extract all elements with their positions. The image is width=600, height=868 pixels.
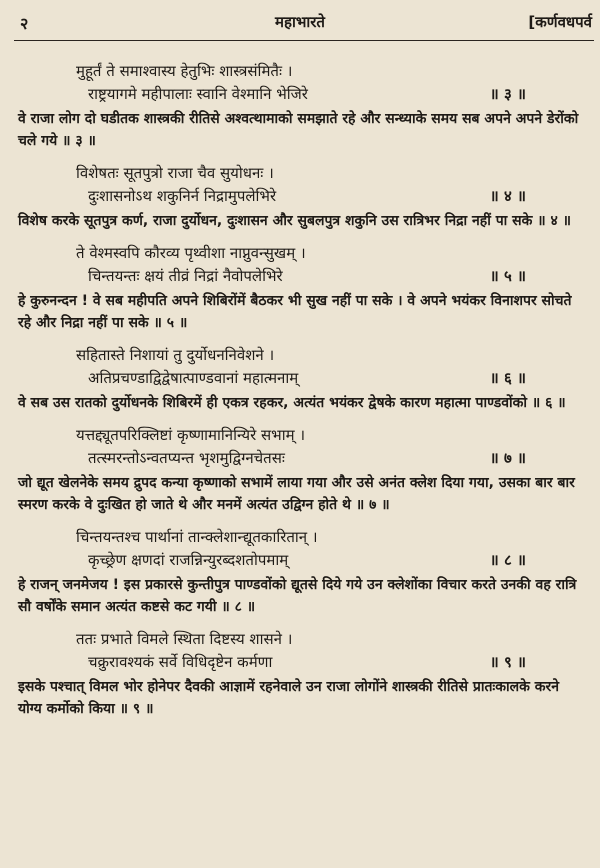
section-title: [कर्णवधपर्व [528,13,592,31]
verse-number: ॥ ९ ॥ [489,653,526,671]
translation-paragraph: हे राजन् जनमेजय ! इस प्रकारसे कुन्तीपुत्र पाण्डवोंको द्यूतसे दिये गये उन क्लेशोंका विचार करते उनकी वह रात्रि सौ वर्षोंके समान अत्यंत कष्टसे कट गयी ॥ ८ ॥ [18,577,577,615]
verse-number: ॥ ३ ॥ [489,85,526,103]
running-title: महाभारते [275,13,325,31]
verse-line-1: ते वेश्मस्वपि कौरव्य पृथ्वीशा नाप्नुवन्सुखम् । [76,244,306,262]
verse-number: ॥ ६ ॥ [489,369,526,387]
verse-line-2 [18,83,588,106]
verse-text: अतिप्रचण्डाद्विद्वेषात्पाण्डवानां महात्मनाम् [88,369,299,387]
verse-number: ॥ ८ ॥ [489,551,526,569]
verse-block [18,60,588,152]
verse-number: ॥ ५ ॥ [489,267,526,285]
translation-paragraph: जो द्यूत खेलनेके समय द्रुपद कन्या कृष्णाको सभामें लाया गया और उसे अनंत क्लेश दिया गया, उसका बार बार स्मरण करके वे दुःखित हो जाते थे और मनमें अत्यंत उद्विग्न होते थे ॥ ७ ॥ [18,475,575,513]
verse-block [18,526,588,618]
page-body [18,60,588,730]
verse-text: चक्रुरावश्यकं सर्वे विधिदृष्टेन कर्मणा [88,653,273,671]
verse-text: दुःशासनोऽथ शकुनिर्न निद्रामुपलेभिरे [88,187,277,205]
verse-line-1: विशेषतः सूतपुत्रो राजा चैव सुयोधनः । [76,164,274,182]
verse-block [18,628,588,720]
verse-line-1: सहितास्ते निशायां तु दुर्योधननिवेशने । [76,346,275,364]
verse-line-1: ततः प्रभाते विमले स्थिता दिष्टस्य शासने । [76,630,293,648]
verse-line-1: मुहूर्तं ते समाश्वास्य हेतुभिः शास्त्रसंमितैः । [76,62,293,80]
verse-line-2 [18,651,588,674]
verse-line-2 [18,185,588,208]
translation-paragraph: विशेष करके सूतपुत्र कर्ण, राजा दुर्योधन, दुःशासन और सुबलपुत्र शकुनि उस रात्रिभर निद्रा नहीं पा सके ॥ ४ ॥ [18,213,572,229]
verse-number: ॥ ४ ॥ [489,187,526,205]
verse-text: तत्स्मरन्तोऽन्वतप्यन्त भृशमुद्विग्नचेतसः [88,449,285,467]
verse-line-1: चिन्तयन्तश्च पार्थानां तान्क्लेशान्द्यूतकारितान् । [76,528,318,546]
verse-block [18,162,588,232]
verse-line-2 [18,265,588,288]
verse-line-2 [18,367,588,390]
verse-text: चिन्तयन्तः क्षयं तीव्रं निद्रां नैवोपलेभिरे [88,267,283,285]
verse-text: कृच्छ्रेण क्षणदां राजन्निन्युरब्दशतोपमाम् [88,551,289,569]
translation-paragraph: हे कुरुनन्दन ! वे सब महीपति अपने शिबिरोंमें बैठकर भी सुख नहीं पा सके । वे अपने भयंकर विनाशपर सोचते रहे और निद्रा नहीं पा सके ॥ ५ ॥ [18,293,572,331]
header-rule [14,40,594,41]
translation-paragraph: वे राजा लोग दो घडीतक शास्त्रकी रीतिसे अश्वत्थामाको समझाते रहे और सन्ध्याके समय सब अपने अपने डेरोंको चले गये ॥ ३ ॥ [18,111,579,149]
page-number: २ [20,14,29,33]
verse-text: राष्ट्रयागमे महीपालाः स्वानि वेश्मानि भेजिरे [88,85,308,103]
verse-block [18,242,588,334]
verse-line-2 [18,447,588,470]
page-header [0,0,600,40]
verse-line-1: यत्तद्द्यूतपरिक्लिष्टां कृष्णामानिन्यिरे सभाम् । [76,426,306,444]
verse-block [18,424,588,516]
verse-number: ॥ ७ ॥ [489,449,526,467]
translation-paragraph: वे सब उस रातको दुर्योधनके शिबिरमें ही एकत्र रहकर, अत्यंत भयंकर द्वेषके कारण महात्मा पाण्डवोंको ॥ ६ ॥ [18,395,566,411]
translation-paragraph: इसके पश्चात् विमल भोर होनेपर दैवकी आज्ञामें रहनेवाले उन राजा लोगोंने शास्त्रकी रीतिसे प्रातःकालके करने योग्य कर्मोको किया ॥ ९ ॥ [18,679,560,717]
verse-line-2 [18,549,588,572]
verse-block [18,344,588,414]
